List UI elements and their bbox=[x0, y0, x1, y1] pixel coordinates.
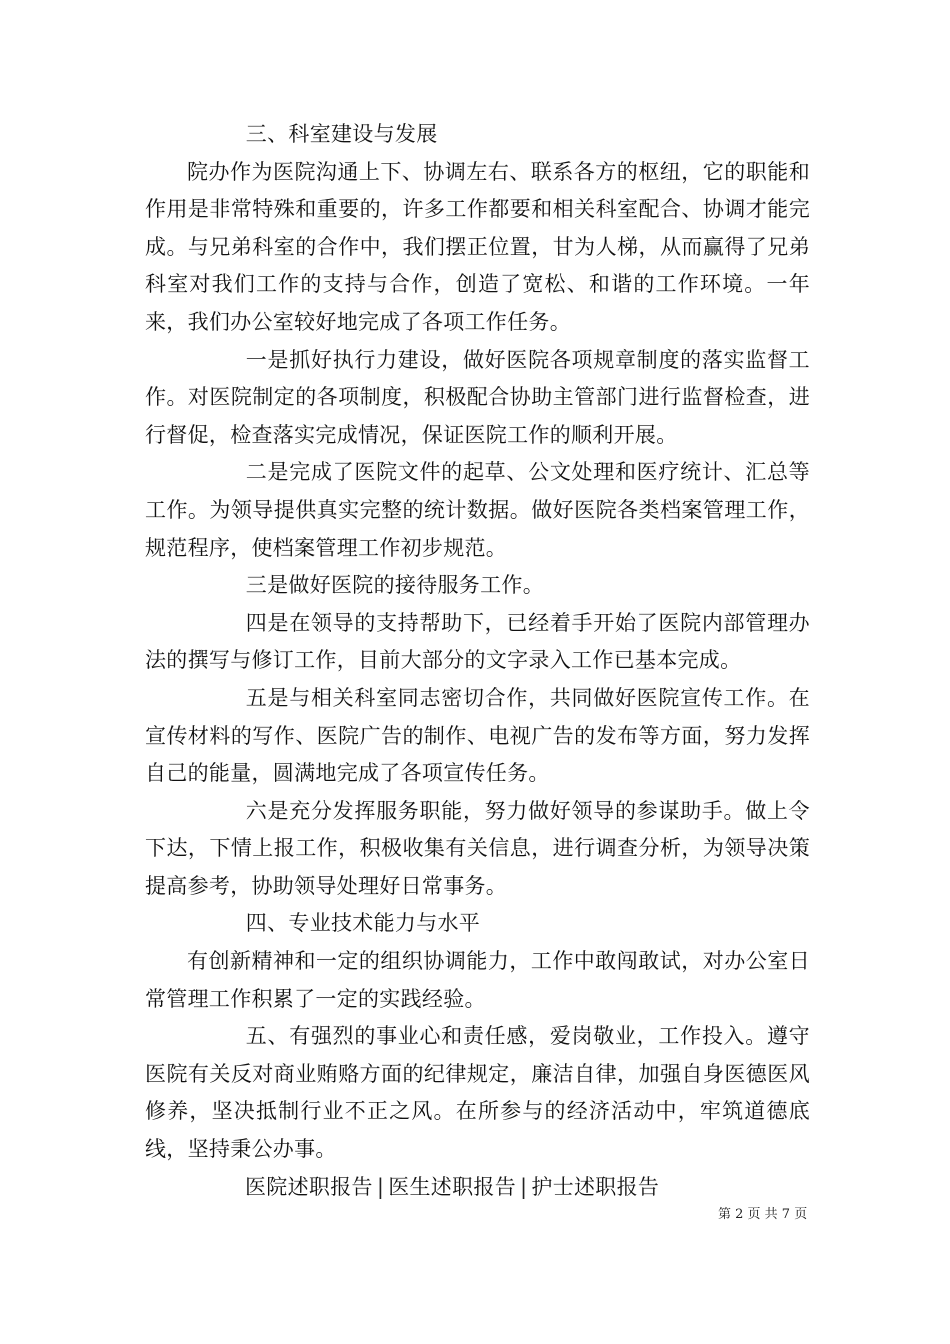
section-heading-4: 四、专业技术能力与水平 bbox=[245, 911, 481, 936]
paragraph-item-1: 一是抓好执行力建设，做好医院各项规章制度的落实监督工作。对医院制定的各项制度，积极配合协助主管部门进行监督检查，进行督促，检查落实完成情况，保证医院工作的顺利开展。 bbox=[145, 347, 810, 447]
paragraph-section-5: 五、有强烈的事业心和责任感，爱岗敬业，工作投入。遵守医院有关反对商业贿赂方面的纪律规定，廉洁自律，加强自身医德医风修养，坚决抵制行业不正之风。在所参与的经济活动中，牢筑道德底线，坚持秉公办事。 bbox=[145, 1024, 810, 1162]
section-heading-3: 三、科室建设与发展 bbox=[245, 122, 438, 146]
link-nurse-report[interactable]: 护士述职报告 bbox=[531, 1174, 660, 1199]
paragraph-item-6: 六是充分发挥服务职能，努力做好领导的参谋助手。做上令下达，下情上报工作，积极收集有关信息，进行调查分析，为领导决策提高参考，协助领导处理好日常事务。 bbox=[145, 798, 810, 898]
link-separator: | bbox=[520, 1174, 528, 1199]
link-doctor-report[interactable]: 医生述职报告 bbox=[388, 1174, 517, 1199]
paragraph-intro: 院办作为医院沟通上下、协调左右、联系各方的枢纽，它的职能和作用是非常特殊和重要的，许多工作都要和相关科室配合、协调才能完成。与兄弟科室的合作中，我们摆正位置，甘为人梯，从而赢得了兄弟科室对我们工作的支持与合作，创造了宽松、和谐的工作环境。一年来，我们办公室较好地完成了各项工作任务。 bbox=[145, 159, 810, 334]
link-hospital-report[interactable]: 医院述职报告 bbox=[245, 1174, 373, 1199]
page-number: 第 2 页 共 7 页 bbox=[718, 1207, 808, 1222]
paragraph-item-3: 三是做好医院的接待服务工作。 bbox=[245, 573, 544, 598]
document-body bbox=[145, 116, 810, 1206]
paragraph-item-2: 二是完成了医院文件的起草、公文处理和医疗统计、汇总等工作。为领导提供真实完整的统计数据。做好医院各类档案管理工作，规范程序，使档案管理工作初步规范。 bbox=[145, 460, 810, 560]
paragraph-item-4: 四是在领导的支持帮助下，已经着手开始了医院内部管理办法的撰写与修订工作，目前大部分的文字录入工作已基本完成。 bbox=[145, 610, 810, 673]
link-separator: | bbox=[376, 1174, 385, 1199]
paragraph-item-5: 五是与相关科室同志密切合作，共同做好医院宣传工作。在宣传材料的写作、医院广告的制作、电视广告的发布等方面，努力发挥自己的能量，圆满地完成了各项宣传任务。 bbox=[145, 685, 810, 786]
related-links bbox=[145, 1169, 810, 1207]
paragraph-skills: 有创新精神和一定的组织协调能力，工作中敢闯敢试，对办公室日常管理工作积累了一定的实践经验。 bbox=[145, 949, 810, 1011]
